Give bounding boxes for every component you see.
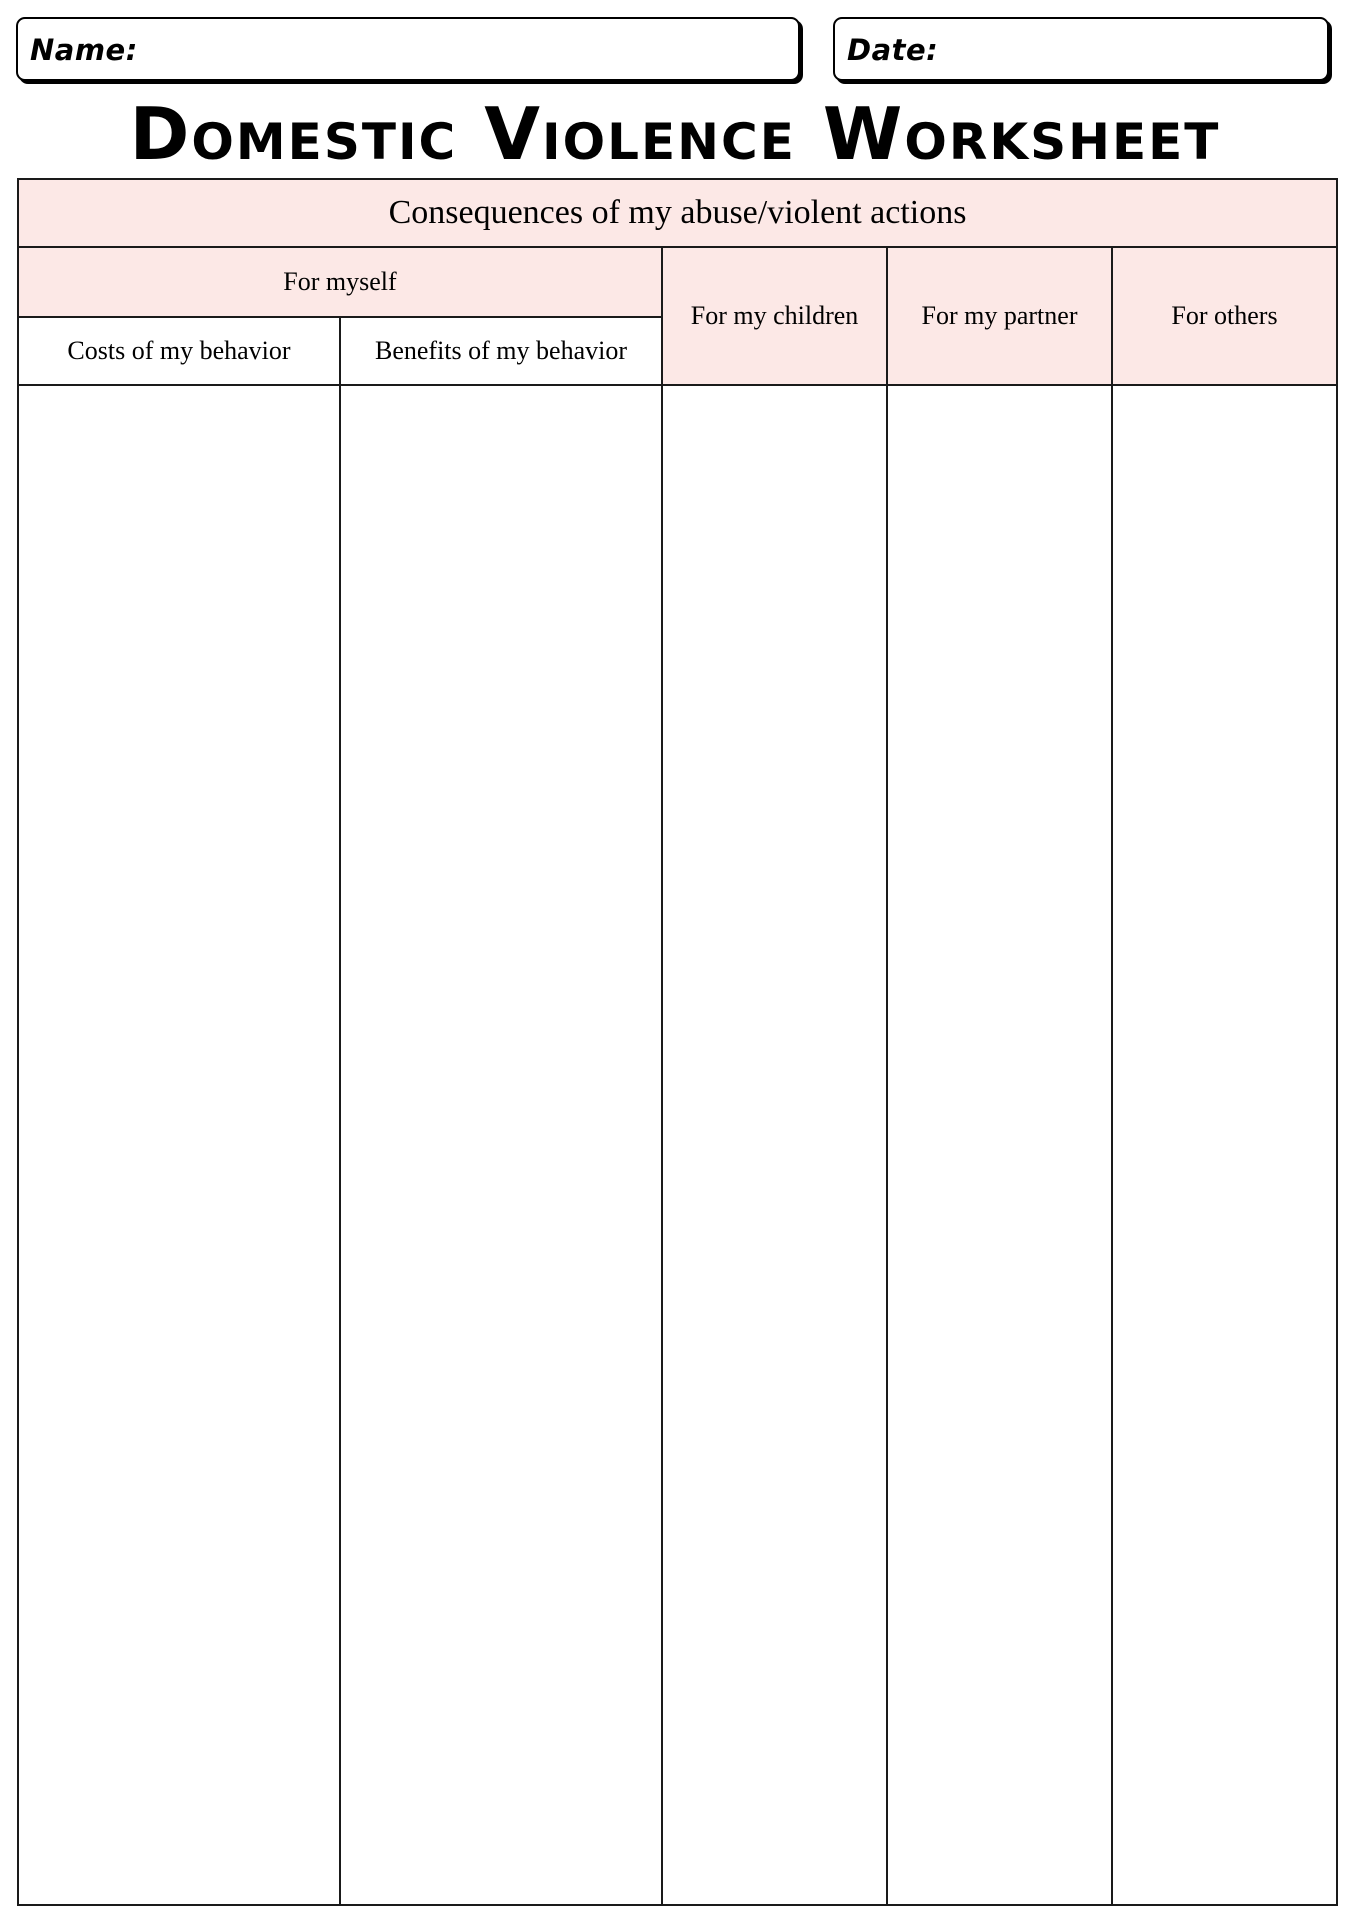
for-my-partner-heading: For my partner <box>887 247 1112 385</box>
benefits-writing-area[interactable] <box>340 385 662 1905</box>
name-field-box[interactable] <box>16 17 800 81</box>
date-label: Date: <box>847 33 939 67</box>
worksheet-title: Domestic Violence Worksheet <box>129 92 1221 176</box>
costs-of-my-behavior-heading: Costs of my behavior <box>18 317 340 385</box>
consequences-table <box>17 178 1338 1906</box>
name-input[interactable] <box>130 29 786 71</box>
for-others-heading: For others <box>1112 247 1337 385</box>
date-input[interactable] <box>935 29 1315 71</box>
for-myself-heading: For myself <box>18 247 662 317</box>
others-writing-area[interactable] <box>1112 385 1337 1905</box>
costs-writing-area[interactable] <box>18 385 340 1905</box>
children-writing-area[interactable] <box>662 385 887 1905</box>
name-label: Name: <box>30 33 138 67</box>
consequences-heading: Consequences of my abuse/violent actions <box>18 179 1337 247</box>
benefits-of-my-behavior-heading: Benefits of my behavior <box>340 317 662 385</box>
date-field-box[interactable] <box>833 17 1329 81</box>
for-my-children-heading: For my children <box>662 247 887 385</box>
partner-writing-area[interactable] <box>887 385 1112 1905</box>
